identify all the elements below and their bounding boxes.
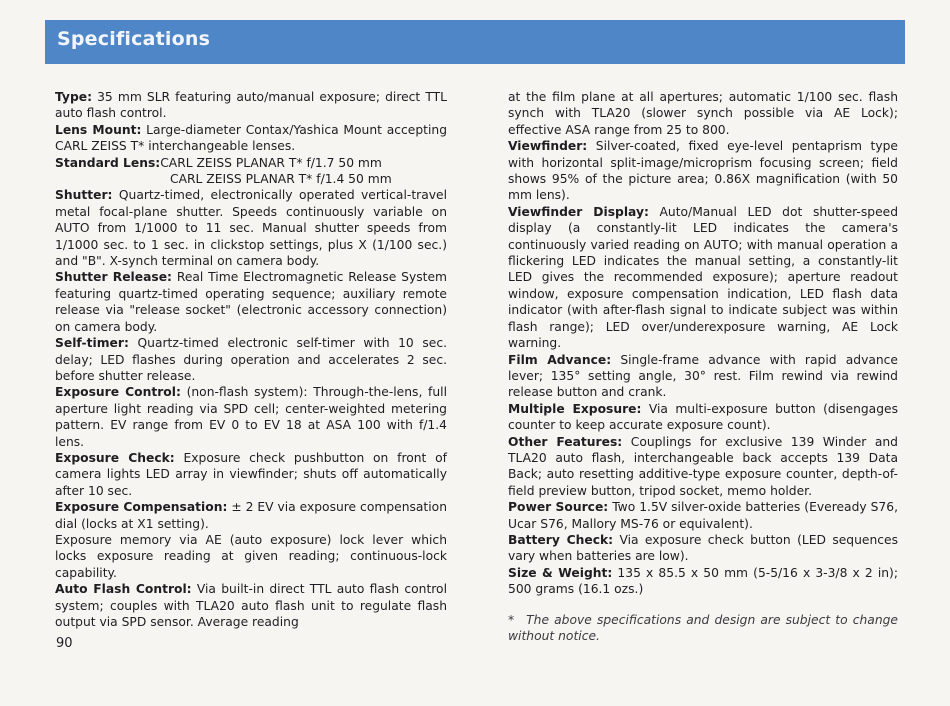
spec-text: (non-flash system): Through-the-lens, full aperture light reading via SPD cell; center-weighted metering pattern. EV range from EV 0 to EV 18 at ASA 100 with f/1.4 lens. <box>55 385 448 449</box>
footnote-text: The above specifications and design are subject to change without notice. <box>508 612 898 643</box>
spec-standard-lens <box>55 155 447 171</box>
spec-text: Single-frame advance with rapid advance lever; 135° setting angle, 30° rest. Film rewind via rewind release button and crank. <box>508 352 898 400</box>
spec-term: Shutter Release: <box>55 270 172 285</box>
spec-multiple-exposure <box>508 401 898 434</box>
spec-auto-flash-control <box>55 581 447 630</box>
spec-text: CARL ZEISS PLANAR T* f/1.7 50 mm <box>160 155 382 170</box>
spec-exposure-compensation <box>55 499 447 532</box>
spec-exposure-memory <box>55 532 447 581</box>
spec-exposure-check <box>55 450 447 499</box>
spec-shutter <box>55 187 447 269</box>
spec-text: Via exposure check button (LED sequences vary when batteries are low). <box>508 532 898 564</box>
section-header-banner <box>45 20 905 64</box>
spec-term: Lens Mount: <box>55 122 142 137</box>
spec-term: Type: <box>55 90 93 104</box>
spec-text: Auto/Manual LED dot shutter-speed display (a constantly-lit LED indicates the camera's continuously varied reading on AUTO; with manual operation a flickering LED indicates the manual setting, a constantly-lit LED gives the recommended exposure); aperture readout window, exposure compensation indication, LED flash data indicator (with after-flash signal to indicate subject was within flash range); LED over/underexposure warning, AE Lock warning. <box>508 204 899 351</box>
page-number: 90 <box>56 636 73 651</box>
spec-viewfinder <box>508 138 898 204</box>
spec-term: Exposure Compensation: <box>55 500 228 515</box>
spec-text: Via multi-exposure button (disengages counter to keep accurate exposure count). <box>508 401 898 433</box>
spec-term: Auto Flash Control: <box>55 582 192 597</box>
spec-term: Viewfinder: <box>508 139 588 154</box>
left-column <box>55 89 447 630</box>
spec-self-timer <box>55 335 447 384</box>
spec-text: Silver-coated, fixed eye-level pentaprism type with horizontal split-image/microprism focusing screen; field shows 95% of the picture area; 0.86X magnification (with 50 mm lens). <box>508 139 898 203</box>
spec-film-advance <box>508 352 898 401</box>
spec-text: 35 mm SLR featuring auto/manual exposure; direct TTL auto flash control. <box>55 90 447 121</box>
spec-type <box>55 89 447 122</box>
spec-exposure-control <box>55 384 447 450</box>
spec-term: Film Advance: <box>508 352 612 367</box>
spec-term: Standard Lens: <box>55 155 161 170</box>
spec-term: Multiple Exposure: <box>508 401 642 416</box>
spec-text: 135 x 85.5 x 50 mm (5-5/16 x 3-3/8 x 2 in); 500 grams (16.1 ozs.) <box>508 565 898 597</box>
spec-term: Other Features: <box>508 434 623 449</box>
spec-term: Self-timer: <box>55 336 129 351</box>
right-column <box>508 89 898 644</box>
spec-flash-continued <box>508 89 898 138</box>
spec-text: Quartz-timed electronic self-timer with 10 sec. delay; LED flashes during operation and accelerates 2 sec. before shutter release. <box>55 336 447 383</box>
spec-text: Exposure check pushbutton on front of camera lights LED array in viewfinder; shuts off automatically after 10 sec. <box>55 450 447 498</box>
spec-term: Size & Weight: <box>508 565 613 580</box>
spec-lens-mount <box>55 122 447 155</box>
spec-text: Via built-in direct TTL auto flash control system; couples with TLA20 auto flash unit to regulate flash output via SPD sensor. Average reading <box>55 582 448 629</box>
spec-text: Two 1.5V silver-oxide batteries (Eveready S76, Ucar S76, Mallory MS-76 or equivalent). <box>508 500 898 531</box>
spec-text: at the film plane at all apertures; automatic 1/100 sec. flash synch with TLA20 (slower synch possible via AE Lock); effective ASA range from 25 to 800. <box>508 90 898 137</box>
spec-text: Exposure memory via AE (auto exposure) lock lever which locks exposure reading at given reading; continuous-lock capability. <box>55 532 447 580</box>
spec-standard-lens-alt <box>55 171 447 187</box>
spec-power-source <box>508 499 898 532</box>
spec-text: Large-diameter Contax/Yashica Mount accepting CARL ZEISS T* interchangeable lenses. <box>55 122 447 154</box>
spec-term: Battery Check: <box>508 532 614 547</box>
spec-term: Exposure Check: <box>55 450 175 465</box>
footnote <box>508 612 898 645</box>
spec-term: Exposure Control: <box>55 385 181 400</box>
spec-battery-check <box>508 532 898 565</box>
spec-term: Power Source: <box>508 500 609 515</box>
spec-text: Couplings for exclusive 139 Winder and TLA20 auto flash, interchangeable back accepts 139 Data Back; auto resetting additive-type exposure counter, depth-of-field preview button, tripod socket, memo holder. <box>508 434 898 498</box>
spec-viewfinder-display <box>508 204 898 352</box>
asterisk-mark: * <box>508 612 515 627</box>
section-title: Specifications <box>57 28 211 50</box>
spec-text: ± 2 EV via exposure compensation dial (locks at X1 setting). <box>55 500 447 531</box>
spec-text: Real Time Electromagnetic Release System featuring quartz-timed operating sequence; auxiliary remote release via "release socket" (electronic accessory connection) on camera body. <box>55 270 448 334</box>
spec-shutter-release <box>55 269 447 335</box>
spec-term: Viewfinder Display: <box>508 204 649 219</box>
spec-text: Quartz-timed, electronically operated vertical-travel metal focal-plane shutter. Speeds continuously variable on AUTO from 1/1000 to 11 sec. Manual shutter speeds from 1/1000 sec. to 1 sec. in clickstop settings, plus X (1/100 sec.) and "B". X-synch terminal on camera body. <box>55 188 447 269</box>
spec-other-features <box>508 434 898 500</box>
spec-term: Shutter: <box>55 188 113 203</box>
spec-text: CARL ZEISS PLANAR T* f/1.4 50 mm <box>170 172 392 187</box>
spec-size-weight <box>508 565 898 598</box>
